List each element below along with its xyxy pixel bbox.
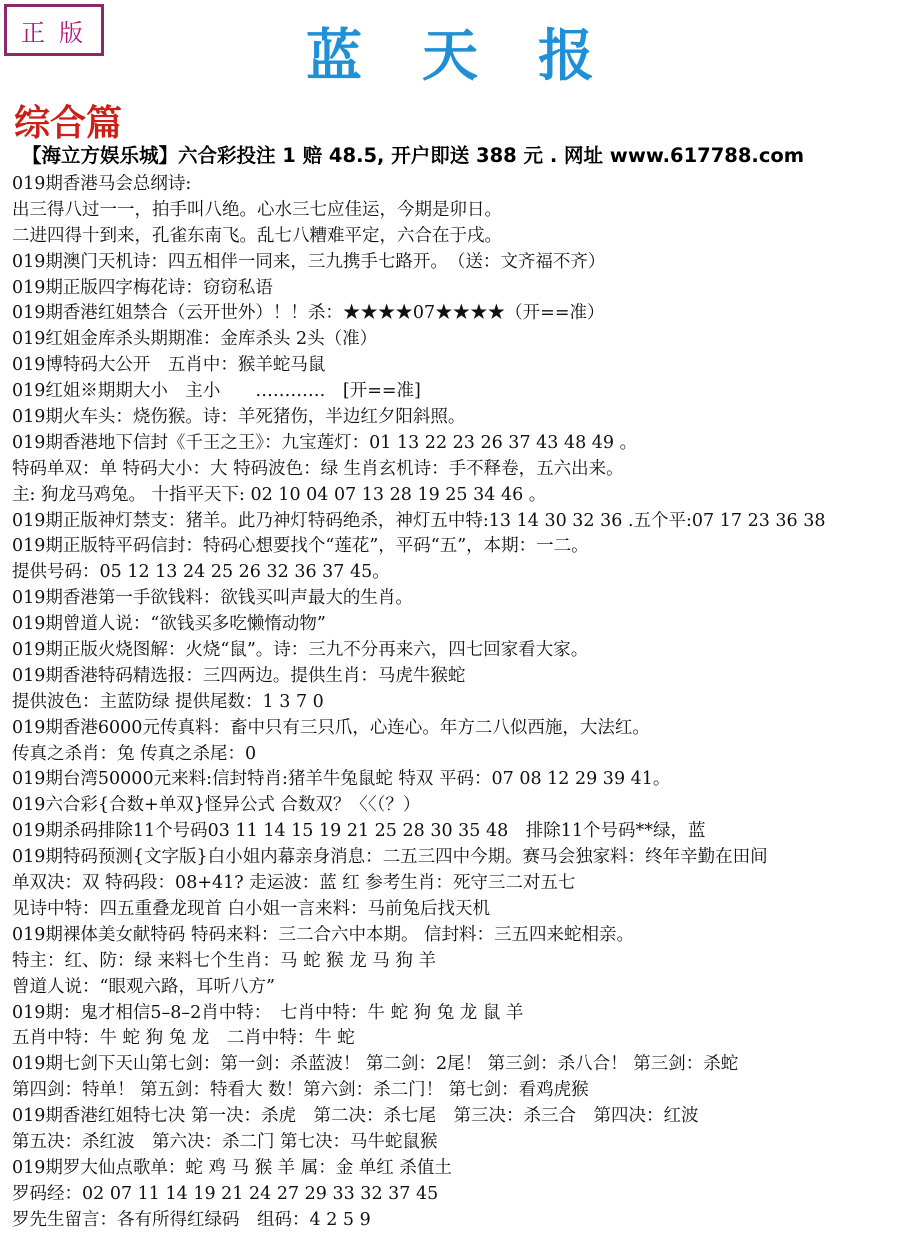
content-line: 019期香港第一手欲钱料：欲钱买叫声最大的生肖。: [12, 588, 413, 609]
content-line: 第四剑：特单！ 第五剑：特看大 数！第六剑：杀二门！ 第七剑：看鸡虎猴: [12, 1080, 589, 1101]
content-line: 019期正版特平码信封：特码心想要找个“莲花”，平码“五”，本期：一二。: [12, 536, 589, 557]
content-line: 019期正版火烧图解：火烧“鼠”。诗：三九不分再来六，四七回家看大家。: [12, 640, 589, 661]
content-line: 019期澳门天机诗：四五相伴一同来，三九携手七路开。 （送：文齐福不齐）: [12, 251, 606, 272]
advert-banner: 【海立方娱乐城】六合彩投注 1 赔 48.5, 开户即送 388 元 . 网址 www.617788.com: [22, 144, 805, 167]
content-line: 019六合彩{合数+单双}怪异公式 合数双？〈〈（？）: [12, 795, 421, 816]
content-line: 019期火车头：烧伤猴。诗：羊死猪伤，半边红夕阳斜照。: [12, 407, 466, 428]
edition-stamp: 正版: [4, 4, 104, 56]
content-line: 019期香港地下信封《千王之王》：九宝莲灯：01 13 22 23 26 37 43 48 49 。: [12, 432, 638, 453]
content-line: 单双决：双 特码段：08+41? 走运波：蓝 红 参考生肖：死守三二对五七: [12, 873, 576, 894]
content-line: 019期特码预测{文字版}白小姐内幕亲身消息：二五三四中今期。赛马会独家料：终年辛勤在田间: [12, 847, 768, 868]
content-line: 019红姐金库杀头期期准：金库杀头 2头（准）: [12, 329, 378, 350]
content-line: 019期七剑下天山第七剑：第一剑：杀蓝波！ 第二剑：2尾！ 第三剑：杀八合！ 第三剑：杀蛇: [12, 1054, 739, 1075]
content-line: 罗先生留言：各有所得红绿码 组码：4 2 5 9: [12, 1209, 371, 1230]
content-line: 019期：鬼才相信5–8–2肖中特： 七肖中特：牛 蛇 狗 兔 龙 鼠 羊: [12, 1002, 524, 1023]
content-line: 罗码经：02 07 11 14 19 21 24 27 29 33 32 37 45: [12, 1183, 439, 1204]
content-line: 019期曾道人说：“欲钱买多吃懒惰动物”: [12, 614, 326, 635]
content-line: 019期台湾50000元来料:信封特肖:猪羊牛兔鼠蛇 特双 平码：07 08 12 29 39 41。: [12, 769, 671, 790]
content-line: 019期香港6000元传真料：畜中只有三只爪，心连心。年方二八似西施，大法红。: [12, 717, 650, 738]
content-line: 第五决：杀红波 第六决：杀二门 第七决：马牛蛇鼠猴: [12, 1131, 438, 1152]
content-line: 019期香港特码精选报：三四两边。提供生肖：马虎牛猴蛇: [12, 665, 466, 686]
content-line: 提供波色：主蓝防绿 提供尾数：1 3 7 0: [12, 691, 324, 712]
content-line: 五肖中特：牛 蛇 狗 兔 龙 二肖中特：牛 蛇: [12, 1028, 355, 1049]
content-line: 019期香港红姐禁合（云开世外）！！杀：★★★★07★★★★（开==准）: [12, 303, 605, 324]
content-line: 出三得八过一一，拍手叫八绝。心水三七应佳运，今期是卯日。: [12, 199, 502, 220]
content-line: 曾道人说：“眼观六路，耳听八方”: [12, 976, 275, 997]
content-line: 019红姐※期期大小 主小 ………… [开==准]: [12, 381, 421, 402]
content-line: 019期正版四字梅花诗：窃窃私语: [12, 277, 273, 298]
content-line: 019期正版神灯禁支：猪羊。此乃神灯特码绝杀，神灯五中特:13 14 30 32 36 .五个平:07 17 23 36 38: [12, 510, 826, 531]
content-line: 特主：红、防：绿 来料七个生肖：马 蛇 猴 龙 马 狗 羊: [12, 950, 436, 971]
masthead-title: 蓝天报: [306, 24, 654, 89]
section-title: 综合篇: [14, 102, 123, 144]
content-line: 019期裸体美女献特码 特码来料：三二合六中本期。 信封料：三五四来蛇相亲。: [12, 924, 635, 945]
content-line: 见诗中特：四五重叠龙现首 白小姐一言来料：马前兔后找天机: [12, 898, 491, 919]
content-line: 019期香港红姐特七决 第一决：杀虎 第二决：杀七尾 第三决：杀三合 第四决：红波: [12, 1106, 699, 1127]
content-line: 二进四得十到来，孔雀东南飞。乱七八糟难平定，六合在于戌。: [12, 225, 502, 246]
content-line: 提供号码：05 12 13 24 25 26 32 36 37 45。: [12, 562, 390, 583]
content-line: 特码单双：单 特码大小：大 特码波色：绿 生肖玄机诗：手不释卷，五六出来。: [12, 458, 624, 479]
content-line: 019期罗大仙点歌单：蛇 鸡 马 猴 羊 属：金 单红 杀值土: [12, 1157, 452, 1178]
content-line: 019博特码大公开 五肖中：猴羊蛇马鼠: [12, 355, 326, 376]
content-line: 019期杀码排除11个号码03 11 14 15 19 21 25 28 30 35 48 排除11个号码**绿，蓝: [12, 821, 706, 842]
content-lines: [12, 172, 898, 1234]
content-line: 主: 狗龙马鸡兔。 十指平天下: 02 10 04 07 13 28 19 25 34 46 。: [12, 484, 547, 505]
content-line: 传真之杀肖：兔 传真之杀尾：0: [12, 743, 257, 764]
content-line: 019期香港马会总纲诗:: [12, 174, 192, 194]
